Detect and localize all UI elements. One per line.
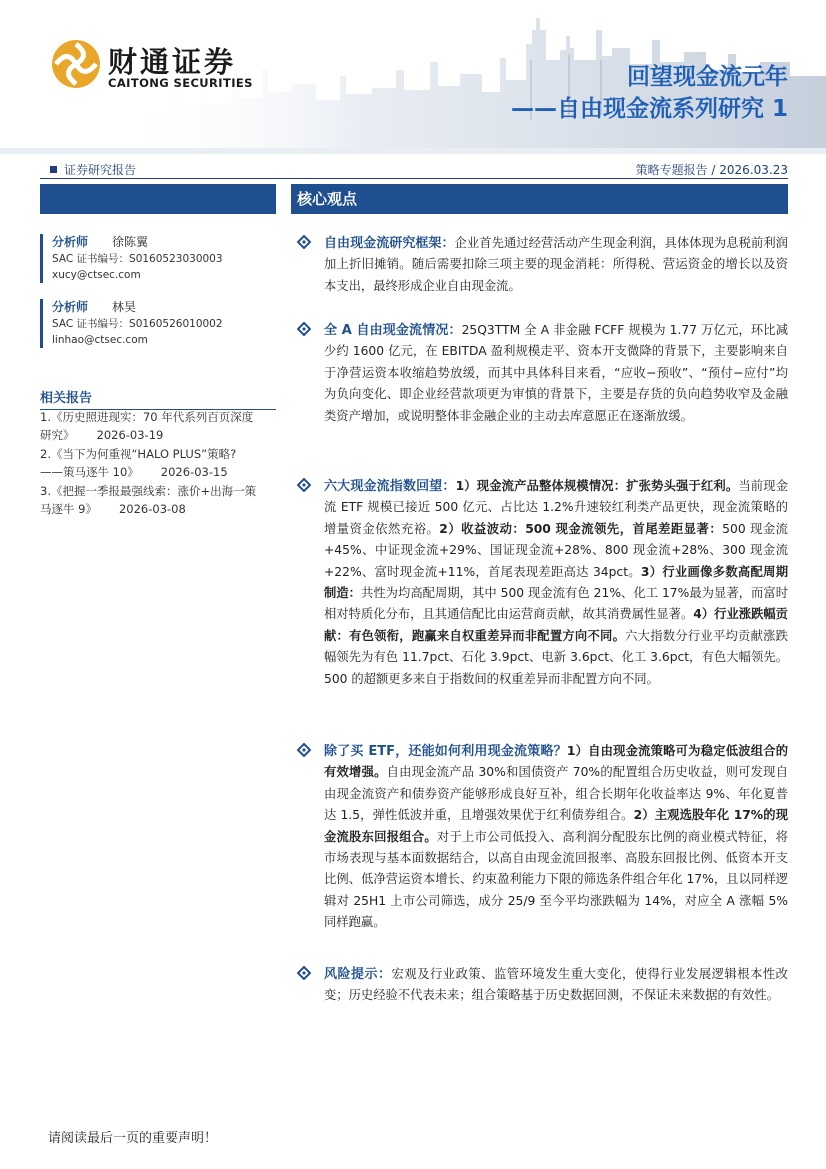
- core-point-text: [324, 320, 788, 427]
- diamond-bullet-icon: [297, 743, 311, 757]
- core-point-emphasis: 2）主观选股年化 17%的现金流股东回报组合。: [324, 808, 788, 844]
- doc-type-label: [50, 161, 136, 178]
- core-point-body: 500 现金流+45%、中证现金流+29%、国证现金流+28%、800 现金流+28%、300 现金流+22%、富时现金流+11%，首尾表现差距高达 34pct。: [324, 521, 788, 579]
- related-report-item[interactable]: [40, 446, 280, 481]
- related-report-title: 3.《把握一季报最强线索：涨价+出海一策: [40, 484, 257, 498]
- core-point: [297, 964, 788, 1007]
- related-report-date: 2026-03-08: [118, 501, 186, 516]
- doc-meta: 策略专题报告 / 2026.03.23: [635, 163, 788, 177]
- analyst-name: 徐陈翼: [112, 235, 149, 249]
- related-report-date: 2026-03-15: [160, 464, 228, 479]
- header-band: [0, 148, 826, 154]
- core-point-emphasis: 1）现金流产品整体规模情况：扩张势头强于红利。: [455, 479, 739, 493]
- sidebar-header-bar: [40, 184, 276, 214]
- analyst-name: 林昊: [112, 300, 137, 314]
- core-point-heading: 除了买 ETF，还能如何利用现金流策略？: [324, 744, 567, 759]
- footer-notice: 请阅读最后一页的重要声明！: [48, 1131, 218, 1146]
- core-point: [297, 320, 788, 427]
- core-point-body: 25Q3TTM 全 A 非金融 FCFF 规模为 1.77 万亿元，环比减少约 1600 亿元，在 EBITDA 盈利规模走平、资本开支微降的背景下，主要影响来自于净营运资本收缩趋势放缓，而其中具体科目来看，“应收−预收”、“预付−应付”均为负向变化、即企业经营款项更为审慎的背景下，主要是存货的负向趋势收窄及金融类资产增加，或说明整体非金融企业的主动去库意愿正在逐渐放缓。: [324, 323, 788, 423]
- doc-type-text: 证券研究报告: [64, 163, 137, 177]
- core-point-body: 自由现金流产品 30%和国债资产 70%的配置组合历史收益，则可发现自由现金流资产和债券资产能够形成良好互补，组合长期年化收益率达 9%、年化夏普达 1.5，弹性低波并重，且增强效果优于红利债券组合。: [324, 765, 788, 823]
- related-report-item[interactable]: [40, 409, 280, 444]
- report-header: [0, 0, 826, 160]
- core-point-heading: 全 A 自由现金流情况：: [324, 323, 462, 338]
- core-point-text: [324, 476, 788, 690]
- report-title: 回望现金流元年: [627, 64, 788, 90]
- analyst-cert: SAC 证书编号：S0160523030003: [52, 253, 223, 265]
- analyst-cert: SAC 证书编号：S0160526010002: [52, 318, 223, 330]
- brand-name-en: CAITONG SECURITIES: [108, 76, 253, 90]
- related-report-item[interactable]: [40, 483, 280, 518]
- core-point-text: [324, 741, 788, 934]
- core-point-emphasis: 2）收益波动：500 现金流领先，首尾差距显著：: [439, 521, 723, 536]
- core-point-body: 六大指数分行业平均贡献涨跌幅领先为有色 11.7pct、石化 3.9pct、电新 3.6pct、化工 3.6pct，有色大幅领先。500 的超额更多来自于指数间的权重差异而非配置方向不同。: [324, 628, 788, 686]
- core-point: [297, 476, 788, 690]
- header-divider: [40, 178, 788, 179]
- core-point-body: 对于上市公司低投入、高利润分配股东比例的商业模式特征，将市场表现与基本面数据结合，以高自由现金流回报率、高股东回报比例、低资本开支比例、低净营运资本增长、约束盈利能力下限的筛选条件组合年化 17%，且以同样逻辑对 25H1 上市公司筛选，成分 25/9 至今平均涨跌幅为 14%，对应全 A 涨幅 5%同样跑赢。: [324, 829, 788, 930]
- caitong-logo-icon: [50, 38, 102, 90]
- diamond-bullet-icon: [297, 235, 311, 249]
- square-bullet-icon: [50, 166, 57, 173]
- diamond-bullet-icon: [297, 322, 311, 336]
- core-point-heading: 六大现金流指数回望：: [324, 479, 456, 494]
- core-point-body: 共性为均高配周期，其中 500 现金流有色 21%、化工 17%最为显著，而富时相对特质化分布，且其通信配比由运营商贡献，故其消费属性显著。: [324, 586, 788, 622]
- core-heading-bar: [291, 184, 788, 214]
- core-point-body: 宏观及行业政策、监管环境发生重大变化，使得行业发展逻辑根本性改变；历史经验不代表未来；组合策略基于历史数据回测，不保证未来数据的有效性。: [324, 967, 788, 1003]
- related-report-title-cont: ——策马逐牛 10》: [40, 464, 139, 479]
- core-point-body: 当前现金流 ETF 规模已接近 500 亿元、占比达 1.2%升速较红利类产品更快，现金流策略的增量资金依然充裕。: [324, 479, 788, 536]
- analyst-card: [40, 299, 276, 348]
- core-point: [297, 233, 788, 297]
- related-report-date: 2026-03-19: [96, 427, 164, 442]
- core-point-heading: 风险提示：: [324, 967, 392, 982]
- core-point-text: [324, 964, 788, 1007]
- analyst-label: 分析师: [52, 300, 89, 314]
- diamond-bullet-icon: [297, 966, 311, 980]
- analyst-label: 分析师: [52, 235, 89, 249]
- related-report-title-cont: 研究》: [40, 427, 75, 442]
- core-point-emphasis: 3）行业画像多数高配周期制造：: [324, 564, 788, 601]
- related-report-title-cont: 马逐牛 9》: [40, 501, 97, 516]
- brand-name-cn: 财通证券: [108, 45, 237, 79]
- analyst-card: [40, 234, 276, 283]
- related-reports-heading: 相关报告: [40, 387, 276, 410]
- core-point-text: [324, 233, 788, 297]
- related-report-title: 1.《历史照进现实：70 年代系列百页深度: [40, 410, 254, 424]
- core-point-heading: 自由现金流研究框架：: [324, 236, 455, 251]
- analyst-email[interactable]: linhao@ctsec.com: [52, 334, 148, 346]
- analyst-email[interactable]: xucy@ctsec.com: [52, 269, 141, 281]
- diamond-bullet-icon: [297, 478, 311, 492]
- core-point-emphasis: 1）自由现金流策略可为稳定低波组合的有效增强。: [324, 744, 789, 780]
- core-point-emphasis: 4）行业涨跌幅贡献：有色领衔，跑赢来自权重差异而非配置方向不同。: [324, 607, 788, 643]
- core-heading: 核心观点: [297, 190, 358, 208]
- caitong-logo: [50, 38, 253, 94]
- core-point: [297, 741, 788, 934]
- related-report-title: 2.《当下为何重视“HALO PLUS”策略?: [40, 447, 237, 461]
- report-subtitle: ——自由现金流系列研究 1: [510, 96, 788, 122]
- core-point-body: 企业首先通过经营活动产生现金利润，具体体现为息税前利润加上折旧摊销。随后需要扣除三项主要的现金消耗：所得税、营运资金的增长以及资本支出，最终形成企业自由现金流。: [324, 236, 788, 293]
